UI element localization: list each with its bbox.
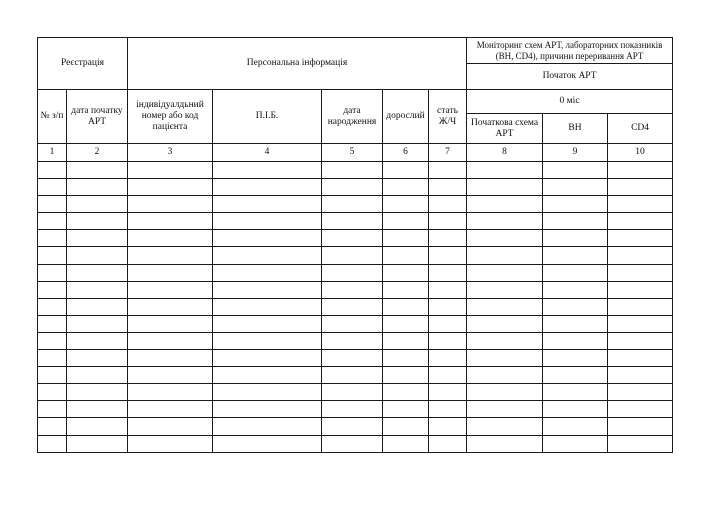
table-row — [38, 332, 673, 349]
table-cell[interactable] — [608, 367, 673, 384]
table-cell[interactable] — [383, 247, 429, 264]
table-cell[interactable] — [213, 162, 322, 179]
table-cell[interactable] — [322, 418, 383, 435]
table-cell[interactable] — [128, 350, 213, 367]
table-row — [38, 196, 673, 213]
table-cell[interactable] — [608, 196, 673, 213]
table-cell[interactable] — [383, 332, 429, 349]
table-cell[interactable] — [128, 401, 213, 418]
table-cell[interactable] — [429, 315, 467, 332]
table-cell[interactable] — [543, 315, 608, 332]
art-start-header: Початок АРТ — [467, 64, 673, 90]
month-zero-header: 0 міс — [467, 90, 673, 114]
table-cell[interactable] — [213, 367, 322, 384]
table-cell[interactable] — [383, 213, 429, 230]
col-number-6: 6 — [383, 144, 429, 162]
table-cell[interactable] — [213, 230, 322, 247]
table-cell[interactable] — [543, 298, 608, 315]
table-cell[interactable] — [429, 281, 467, 298]
table-cell[interactable] — [38, 418, 67, 435]
table-cell[interactable] — [213, 196, 322, 213]
table-cell[interactable] — [213, 298, 322, 315]
table-cell[interactable] — [543, 384, 608, 401]
table-cell[interactable] — [383, 384, 429, 401]
table-cell[interactable] — [67, 247, 128, 264]
table-cell[interactable] — [67, 384, 128, 401]
table-cell[interactable] — [322, 435, 383, 452]
table-cell[interactable] — [128, 435, 213, 452]
table-cell[interactable] — [467, 298, 543, 315]
table-cell[interactable] — [128, 230, 213, 247]
table-cell[interactable] — [429, 230, 467, 247]
table-cell[interactable] — [543, 213, 608, 230]
col-header-6: дорослий — [383, 90, 429, 144]
table-cell[interactable] — [213, 247, 322, 264]
table-cell[interactable] — [543, 264, 608, 281]
table-cell[interactable] — [467, 332, 543, 349]
table-row — [38, 230, 673, 247]
table-cell[interactable] — [67, 332, 128, 349]
table-cell[interactable] — [128, 162, 213, 179]
table-cell[interactable] — [128, 367, 213, 384]
table-cell[interactable] — [38, 401, 67, 418]
table-cell[interactable] — [383, 196, 429, 213]
table-cell[interactable] — [67, 264, 128, 281]
col-header-10: CD4 — [608, 114, 673, 144]
table-cell[interactable] — [608, 281, 673, 298]
table-cell[interactable] — [38, 315, 67, 332]
col-number-4: 4 — [213, 144, 322, 162]
table-cell[interactable] — [128, 247, 213, 264]
table-cell[interactable] — [213, 179, 322, 196]
table-cell[interactable] — [322, 367, 383, 384]
table-cell[interactable] — [213, 281, 322, 298]
table-cell[interactable] — [38, 281, 67, 298]
table-cell[interactable] — [128, 281, 213, 298]
table-cell[interactable] — [213, 332, 322, 349]
col-number-5: 5 — [322, 144, 383, 162]
table-cell[interactable] — [67, 230, 128, 247]
table-cell[interactable] — [543, 179, 608, 196]
table-cell[interactable] — [543, 350, 608, 367]
table-cell[interactable] — [322, 196, 383, 213]
table-cell[interactable] — [608, 384, 673, 401]
table-cell[interactable] — [322, 264, 383, 281]
table-cell[interactable] — [322, 247, 383, 264]
table-cell[interactable] — [322, 230, 383, 247]
table-cell[interactable] — [128, 332, 213, 349]
table-cell[interactable] — [429, 350, 467, 367]
table-cell[interactable] — [429, 196, 467, 213]
table-cell[interactable] — [38, 367, 67, 384]
table-cell[interactable] — [608, 401, 673, 418]
table-cell[interactable] — [67, 213, 128, 230]
table-cell[interactable] — [467, 179, 543, 196]
table-cell[interactable] — [383, 162, 429, 179]
table-cell[interactable] — [383, 367, 429, 384]
table-cell[interactable] — [322, 401, 383, 418]
table-row — [38, 298, 673, 315]
col-header-5: дата народження — [322, 90, 383, 144]
table-cell[interactable] — [67, 367, 128, 384]
table-cell[interactable] — [543, 281, 608, 298]
table-cell[interactable] — [213, 418, 322, 435]
table-cell[interactable] — [213, 315, 322, 332]
col-header-7: стать Ж/Ч — [429, 90, 467, 144]
table-row — [38, 213, 673, 230]
table-cell[interactable] — [429, 247, 467, 264]
table-cell[interactable] — [67, 281, 128, 298]
table-cell[interactable] — [38, 179, 67, 196]
table-cell[interactable] — [467, 196, 543, 213]
table-row — [38, 367, 673, 384]
table-cell[interactable] — [383, 315, 429, 332]
table-cell[interactable] — [67, 350, 128, 367]
table-cell[interactable] — [128, 298, 213, 315]
registration-header: Реєстрація — [38, 38, 128, 90]
table-cell[interactable] — [213, 350, 322, 367]
table-cell[interactable] — [543, 367, 608, 384]
table-cell[interactable] — [67, 162, 128, 179]
monitoring-header: Моніторинг схем АРТ, лабораторних показників (ВН, CD4), причини переривання АРТ — [467, 38, 673, 64]
table-row — [38, 162, 673, 179]
table-cell[interactable] — [467, 401, 543, 418]
table-cell[interactable] — [38, 247, 67, 264]
table-row — [38, 418, 673, 435]
table-cell[interactable] — [467, 281, 543, 298]
col-number-7: 7 — [429, 144, 467, 162]
table-cell[interactable] — [467, 367, 543, 384]
personal-info-header: Персональна інформація — [128, 38, 467, 90]
table-cell[interactable] — [383, 264, 429, 281]
table-cell[interactable] — [429, 418, 467, 435]
table-cell[interactable] — [67, 196, 128, 213]
col-number-8: 8 — [467, 144, 543, 162]
table-cell[interactable] — [383, 350, 429, 367]
table-body — [38, 38, 673, 453]
table-cell[interactable] — [543, 247, 608, 264]
table-cell[interactable] — [608, 264, 673, 281]
table-cell[interactable] — [383, 298, 429, 315]
table-cell[interactable] — [429, 401, 467, 418]
table-cell[interactable] — [322, 350, 383, 367]
table-cell[interactable] — [429, 332, 467, 349]
table-cell[interactable] — [467, 247, 543, 264]
col-header-3: індивідуалдьний номер або код пацієнта — [128, 90, 213, 144]
table-cell[interactable] — [128, 213, 213, 230]
table-row — [38, 247, 673, 264]
table-cell[interactable] — [429, 435, 467, 452]
table-cell[interactable] — [608, 315, 673, 332]
table-cell[interactable] — [543, 401, 608, 418]
table-cell[interactable] — [128, 196, 213, 213]
table-cell[interactable] — [213, 384, 322, 401]
col-number-9: 9 — [543, 144, 608, 162]
table-cell[interactable] — [213, 401, 322, 418]
table-cell[interactable] — [38, 384, 67, 401]
table-cell[interactable] — [608, 213, 673, 230]
table-cell[interactable] — [383, 179, 429, 196]
table-cell[interactable] — [608, 418, 673, 435]
table-cell[interactable] — [67, 401, 128, 418]
table-row — [38, 264, 673, 281]
table-cell[interactable] — [38, 298, 67, 315]
table-cell[interactable] — [213, 435, 322, 452]
table-cell[interactable] — [322, 332, 383, 349]
table-cell[interactable] — [128, 418, 213, 435]
table-cell[interactable] — [67, 435, 128, 452]
col-header-1: № з/п — [38, 90, 67, 144]
table-row — [38, 315, 673, 332]
table-cell[interactable] — [608, 247, 673, 264]
table-cell[interactable] — [128, 384, 213, 401]
col-number-2: 2 — [67, 144, 128, 162]
col-header-9: ВН — [543, 114, 608, 144]
table-cell[interactable] — [467, 315, 543, 332]
table-cell[interactable] — [38, 196, 67, 213]
col-number-1: 1 — [38, 144, 67, 162]
table-cell[interactable] — [322, 384, 383, 401]
table-row — [38, 350, 673, 367]
table-cell[interactable] — [543, 162, 608, 179]
table-cell[interactable] — [429, 162, 467, 179]
col-number-10: 10 — [608, 144, 673, 162]
table-cell[interactable] — [38, 230, 67, 247]
table-cell[interactable] — [38, 264, 67, 281]
table-cell[interactable] — [467, 435, 543, 452]
table-cell[interactable] — [608, 332, 673, 349]
table-cell[interactable] — [38, 162, 67, 179]
table-cell[interactable] — [543, 435, 608, 452]
table-cell[interactable] — [608, 230, 673, 247]
table-cell[interactable] — [383, 281, 429, 298]
table-cell[interactable] — [38, 435, 67, 452]
table-cell[interactable] — [322, 213, 383, 230]
table-cell[interactable] — [38, 350, 67, 367]
table-cell[interactable] — [128, 264, 213, 281]
table-cell[interactable] — [608, 298, 673, 315]
table-cell[interactable] — [429, 384, 467, 401]
col-number-3: 3 — [128, 144, 213, 162]
table-row — [38, 384, 673, 401]
col-header-8: Початкова схема АРТ — [467, 114, 543, 144]
table-cell[interactable] — [467, 384, 543, 401]
table-cell[interactable] — [429, 264, 467, 281]
table-cell[interactable] — [213, 264, 322, 281]
table-cell[interactable] — [38, 213, 67, 230]
table-cell[interactable] — [67, 179, 128, 196]
table-cell[interactable] — [213, 213, 322, 230]
table-cell[interactable] — [429, 213, 467, 230]
table-cell[interactable] — [429, 298, 467, 315]
table-cell[interactable] — [467, 350, 543, 367]
table-cell[interactable] — [67, 315, 128, 332]
col-header-4: П.І.Б. — [213, 90, 322, 144]
table-cell[interactable] — [543, 230, 608, 247]
table-cell[interactable] — [543, 196, 608, 213]
table-cell[interactable] — [467, 418, 543, 435]
table-cell[interactable] — [543, 418, 608, 435]
table-cell[interactable] — [467, 213, 543, 230]
table-cell[interactable] — [608, 162, 673, 179]
table-row — [38, 281, 673, 298]
table-cell[interactable] — [429, 367, 467, 384]
table-cell[interactable] — [383, 230, 429, 247]
table-row — [38, 179, 673, 196]
col-header-2: дата початку АРТ — [67, 90, 128, 144]
table-row — [38, 435, 673, 452]
table-cell[interactable] — [383, 418, 429, 435]
table-cell[interactable] — [467, 162, 543, 179]
table-cell[interactable] — [467, 230, 543, 247]
table-cell[interactable] — [543, 332, 608, 349]
table-row — [38, 401, 673, 418]
table-cell[interactable] — [322, 315, 383, 332]
table-cell[interactable] — [608, 179, 673, 196]
table-cell[interactable] — [128, 179, 213, 196]
table-cell[interactable] — [608, 435, 673, 452]
table-cell[interactable] — [67, 418, 128, 435]
table-cell[interactable] — [38, 332, 67, 349]
table-cell[interactable] — [322, 179, 383, 196]
table-cell[interactable] — [322, 298, 383, 315]
table-cell[interactable] — [608, 350, 673, 367]
table-cell[interactable] — [429, 179, 467, 196]
table-cell[interactable] — [322, 281, 383, 298]
column-number-row — [38, 144, 673, 162]
table-cell[interactable] — [467, 264, 543, 281]
table-cell[interactable] — [322, 162, 383, 179]
art-register-table — [37, 37, 673, 453]
table-cell[interactable] — [128, 315, 213, 332]
table-cell[interactable] — [383, 401, 429, 418]
table-cell[interactable] — [67, 298, 128, 315]
table-cell[interactable] — [383, 435, 429, 452]
